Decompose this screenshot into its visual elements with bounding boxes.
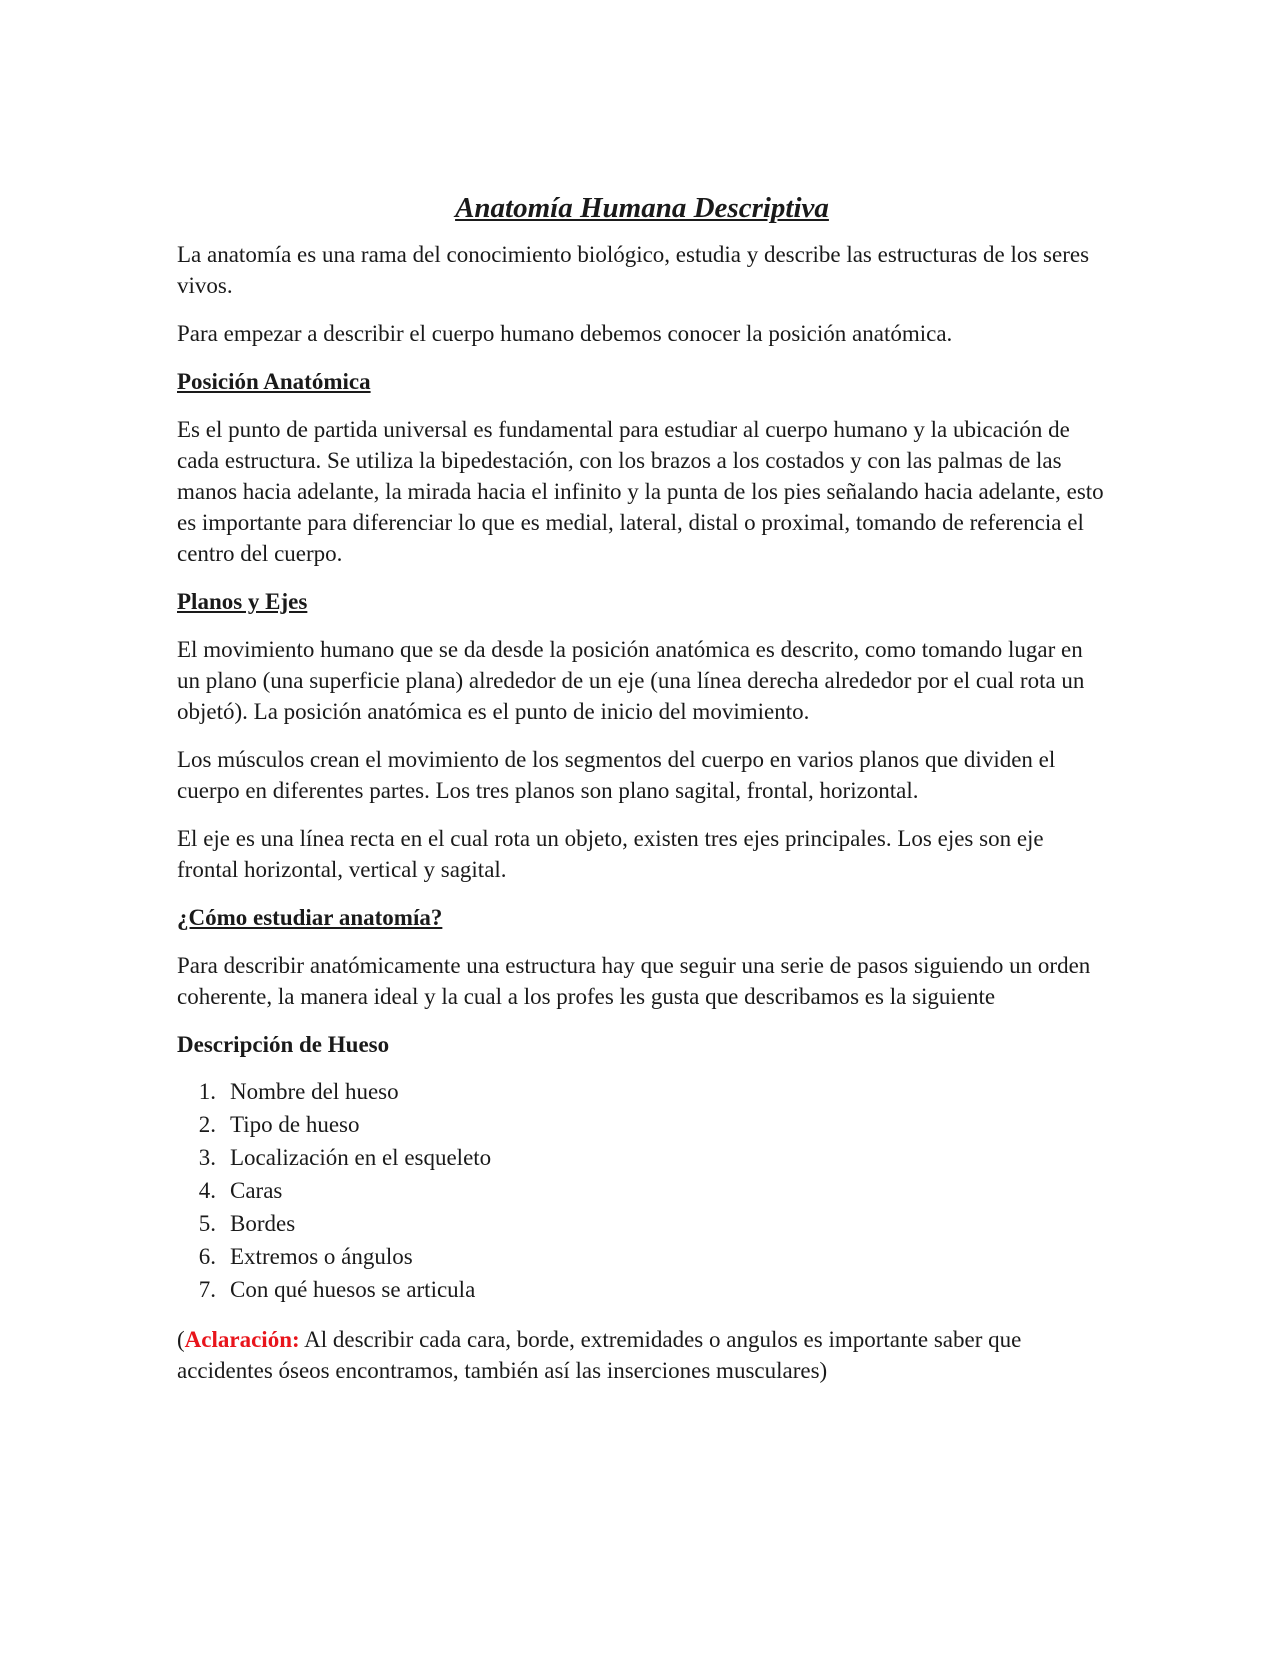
hueso-steps-list [177, 1075, 1107, 1306]
list-number: 3. [198, 1145, 216, 1170]
note-open-paren: ( [177, 1327, 185, 1352]
planos-paragraph: El movimiento humano que se da desde la posición anatómica es descrito, como tomando lugar en un plano (una superficie plana) alrededor de un eje (una línea derecha alrededor por el cual rota un objetó). La posición anatómica es el punto de inicio del movimiento. [177, 637, 1085, 724]
list-number: 4. [198, 1178, 216, 1203]
list-number: 6. [198, 1244, 216, 1269]
list-item [177, 1075, 1107, 1108]
list-text: Bordes [230, 1211, 296, 1236]
list-item [177, 1240, 1107, 1273]
note-text: Al describir cada cara, borde, extremidades o angulos es importante saber que accidentes óseos encontramos, también así las inserciones musculares) [177, 1327, 1022, 1383]
list-item [177, 1174, 1107, 1207]
estudiar-paragraph: Para describir anatómicamente una estructura hay que seguir una serie de pasos siguiendo un orden coherente, la manera ideal y la cual a los profes les gusta que describamos es la siguiente [177, 953, 1091, 1009]
list-text: Con qué huesos se articula [230, 1277, 476, 1302]
list-number: 2. [198, 1112, 216, 1137]
intro-paragraph: Para empezar a describir el cuerpo humano debemos conocer la posición anatómica. [177, 321, 953, 346]
planos-paragraph: Los músculos crean el movimiento de los segmentos del cuerpo en varios planos que dividen el cuerpo en diferentes partes. Los tres planos son plano sagital, frontal, horizontal. [177, 747, 1056, 803]
document-title: Anatomía Humana Descriptiva [455, 192, 829, 224]
list-number: 5. [198, 1211, 216, 1236]
list-number: 1. [198, 1079, 216, 1104]
intro-paragraph: La anatomía es una rama del conocimiento biológico, estudia y describe las estructuras de los seres vivos. [177, 242, 1090, 298]
note-label: Aclaración: [184, 1327, 300, 1352]
list-text: Localización en el esqueleto [230, 1145, 492, 1170]
list-item [177, 1273, 1107, 1306]
list-text: Caras [230, 1178, 283, 1203]
section-heading-posicion: Posición Anatómica [177, 369, 371, 394]
clarification-note [177, 1324, 1107, 1386]
posicion-paragraph: Es el punto de partida universal es fundamental para estudiar al cuerpo humano y la ubicación de cada estructura. Se utiliza la bipedestación, con los brazos a los costados y con las palmas de las manos hacia adelante, la mirada hacia el infinito y la punta de los pies señalando hacia adelante, esto es importante para diferenciar lo que es medial, lateral, distal o proximal, tomando de referencia el centro del cuerpo. [177, 417, 1104, 566]
list-text: Nombre del hueso [230, 1079, 399, 1104]
list-number: 7. [198, 1277, 216, 1302]
list-text: Tipo de hueso [230, 1112, 360, 1137]
list-item [177, 1207, 1107, 1240]
list-item [177, 1141, 1107, 1174]
planos-paragraph: El eje es una línea recta en el cual rota un objeto, existen tres ejes principales. Los ejes son eje frontal horizontal, vertical y sagital. [177, 826, 1044, 882]
list-text: Extremos o ángulos [230, 1244, 413, 1269]
hueso-heading: Descripción de Hueso [177, 1032, 390, 1057]
list-item [177, 1108, 1107, 1141]
section-heading-planos: Planos y Ejes [177, 589, 308, 614]
document-page [177, 190, 1107, 1403]
section-heading-estudiar: ¿Cómo estudiar anatomía? [177, 905, 443, 930]
